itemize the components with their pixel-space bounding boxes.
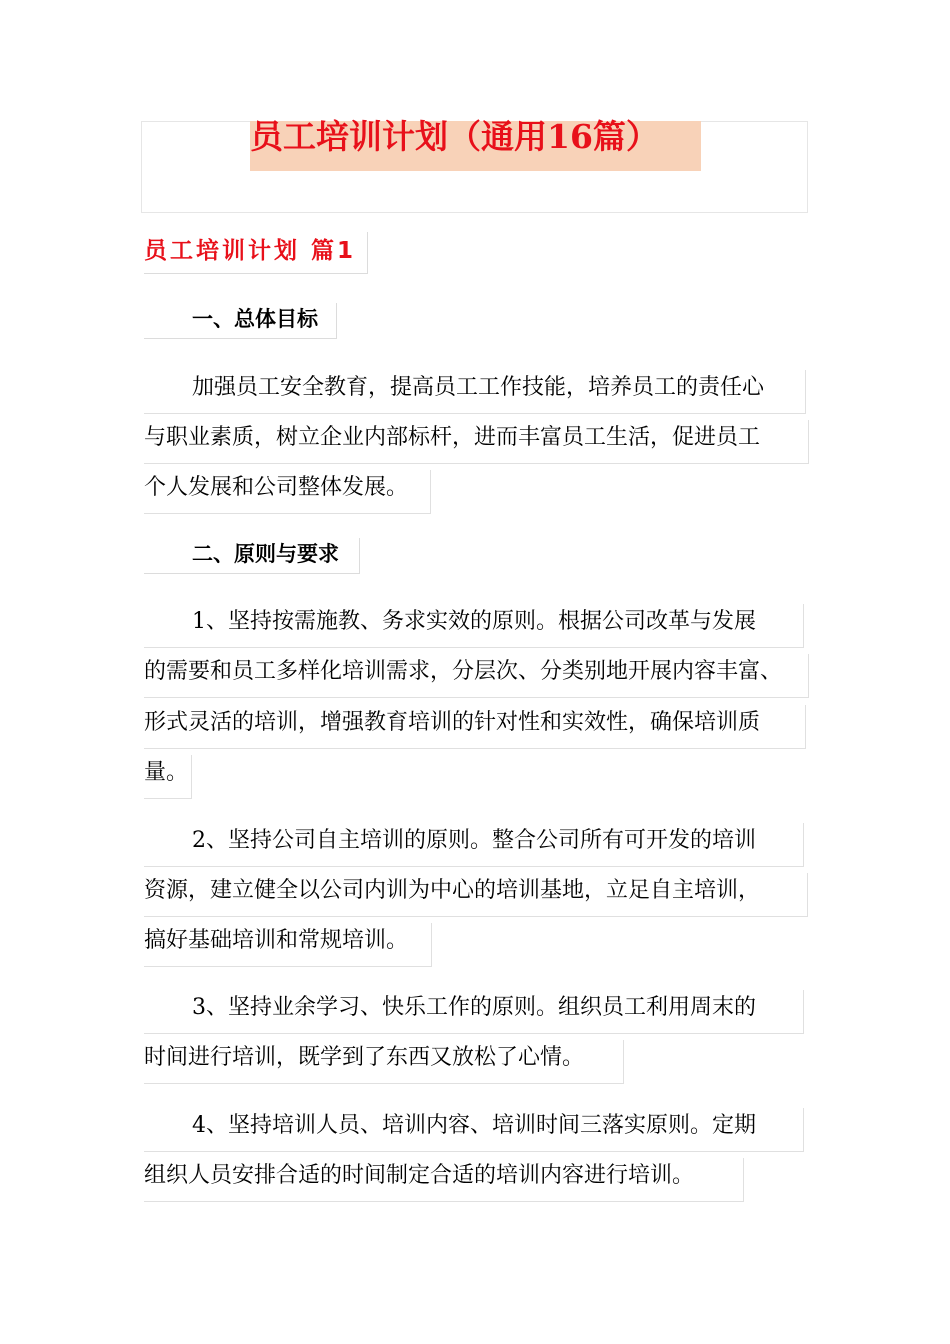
paragraph-line: 组织人员安排合适的时间制定合适的培训内容进行培训。	[144, 1158, 744, 1202]
subheading-goals: 一、总体目标	[144, 303, 337, 339]
page-title: 员工培训计划（通用16篇）	[250, 117, 659, 156]
paragraph-line: 1、坚持按需施教、务求实效的原则。根据公司改革与发展	[144, 604, 804, 648]
paragraph-line: 量。	[144, 755, 192, 799]
paragraph-line: 与职业素质，树立企业内部标杆，进而丰富员工生活，促进员工	[144, 420, 809, 464]
paragraph-line: 资源，建立健全以公司内训为中心的培训基地，立足自主培训，	[144, 873, 808, 917]
paragraph-line: 形式灵活的培训，增强教育培训的针对性和实效性，确保培训质	[144, 705, 806, 749]
paragraph-line: 加强员工安全教育，提高员工工作技能，培养员工的责任心	[144, 370, 806, 414]
paragraph-line: 4、坚持培训人员、培训内容、培训时间三落实原则。定期	[144, 1108, 804, 1152]
paragraph-line: 时间进行培训，既学到了东西又放松了心情。	[144, 1040, 624, 1084]
paragraph-line: 3、坚持业余学习、快乐工作的原则。组织员工利用周末的	[144, 990, 804, 1034]
paragraph-line: 的需要和员工多样化培训需求，分层次、分类别地开展内容丰富、	[144, 654, 809, 698]
paragraph-line: 搞好基础培训和常规培训。	[144, 923, 432, 967]
paragraph-line: 2、坚持公司自主培训的原则。整合公司所有可开发的培训	[144, 823, 804, 867]
section-heading: 员工培训计划 篇1	[144, 232, 368, 274]
subheading-principles: 二、原则与要求	[144, 538, 360, 574]
paragraph-line: 个人发展和公司整体发展。	[144, 470, 431, 514]
